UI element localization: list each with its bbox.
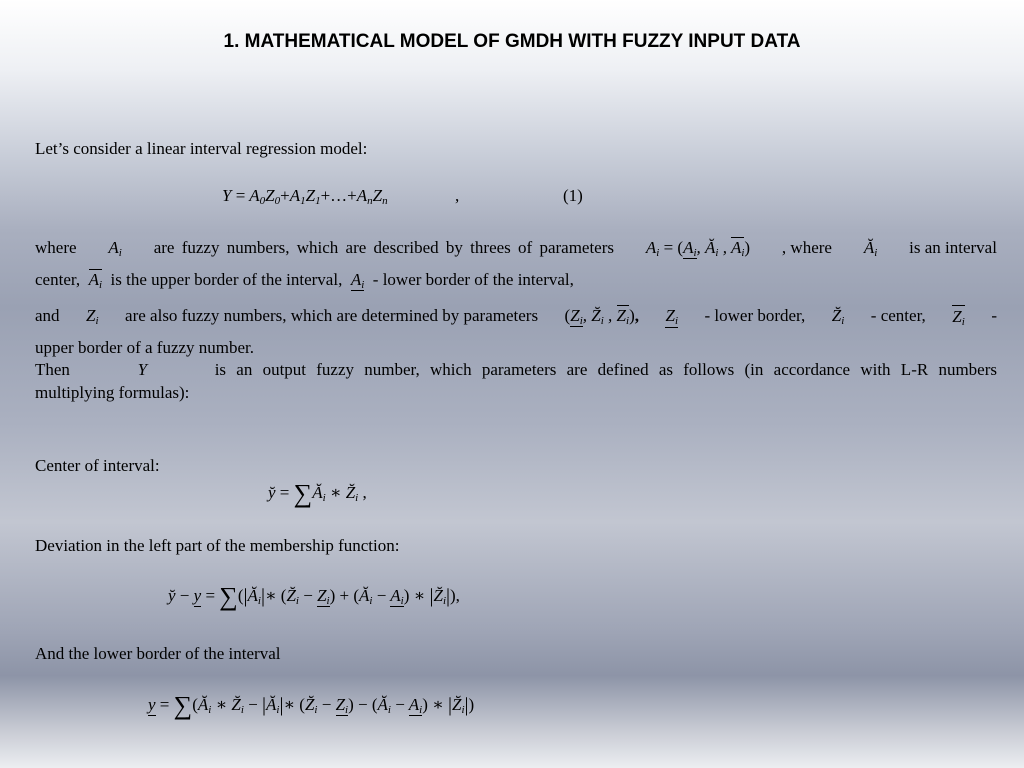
a-lower-symbol: $A_i$ bbox=[350, 270, 365, 291]
z-i-symbol: $Z_i$ bbox=[86, 306, 99, 327]
lower-label: And the lower border of the interval bbox=[35, 644, 281, 663]
where-word: where bbox=[35, 238, 77, 257]
page-title: 1. MATHEMATICAL MODEL OF GMDH WITH FUZZY INPUT DATA bbox=[223, 31, 801, 52]
a-params-formula: $A_i = (A_i$, $Ă_i$ , $A_i$) bbox=[645, 238, 751, 259]
z-lower-symbol: $Z_i$ bbox=[665, 306, 678, 327]
where-comma-text: , where bbox=[781, 238, 832, 257]
deviation-formula: y̆ − $y = \sum(|Ă_i|∗$ $(Z̆_i - Z_i)$ + $(Ă_i - A_i)$ ∗ $|Z̆_i|$), bbox=[168, 582, 460, 611]
z-dash: - bbox=[991, 306, 997, 325]
a-center-symbol: $Ă_i$ bbox=[863, 238, 878, 259]
then-line-1 bbox=[35, 359, 997, 380]
where-a-text: are fuzzy numbers, which are described by threes of parameters bbox=[153, 238, 615, 257]
lower-border-text: - lower border of the interval, bbox=[372, 270, 574, 289]
center-word: center, bbox=[35, 270, 81, 289]
and-z-line bbox=[35, 305, 997, 328]
equation-1-label: (1) bbox=[563, 186, 583, 205]
and-z-text: are also fuzzy numbers, which are determined by parameters bbox=[125, 306, 539, 325]
a-i-symbol: $A_i$ bbox=[108, 238, 122, 259]
then-word: Then bbox=[35, 360, 70, 379]
then-text: is an output fuzzy number, which parameters are defined as follows (in accordance with L-R numbers bbox=[214, 360, 997, 379]
deviation-label: Deviation in the left part of the membership function: bbox=[35, 536, 400, 555]
interval-text: is an interval bbox=[909, 238, 997, 257]
z-lower-text: - lower border, bbox=[704, 306, 806, 325]
z-center-symbol: $Z̆_i$ bbox=[831, 306, 845, 327]
z-center-text: - center, bbox=[870, 306, 926, 325]
intro-text: Let’s consider a linear interval regression model: bbox=[35, 139, 368, 158]
equation-1-comma: , bbox=[455, 186, 460, 205]
center-label: Center of interval: bbox=[35, 456, 160, 475]
equation-1: $Y = A_0Z_0+A_1Z_1+\dots+A_nZ_n$ bbox=[222, 186, 388, 207]
then-line-2: multiplying formulas): bbox=[35, 383, 190, 402]
and-word: and bbox=[35, 306, 60, 325]
center-formula: y̆ = $\sum Ă_i$ ∗ $Z̆_i$ , bbox=[268, 479, 367, 508]
z-upper-symbol: $Z_i$ bbox=[952, 307, 965, 328]
z-params-formula: ($Z_i$, $Z̆_i$ , $Z_i$), bbox=[564, 306, 639, 327]
upper-border-text: is the upper border of the interval, bbox=[110, 270, 343, 289]
and-z-line-2: upper border of a fuzzy number. bbox=[35, 338, 255, 357]
y-symbol: Y bbox=[137, 360, 148, 379]
where-a-line bbox=[35, 237, 997, 258]
a-upper-symbol: $A_i$ bbox=[88, 270, 103, 291]
lower-formula: $y = \sum(Ă_i$ ∗ $Z̆_i$ − $|Ă_i|∗$ $(Z̆_i - Z_i)$ − $(Ă_i - A_i)$ ∗ $|Z̆_i|$) bbox=[148, 691, 475, 720]
where-a-line-2 bbox=[35, 269, 574, 290]
